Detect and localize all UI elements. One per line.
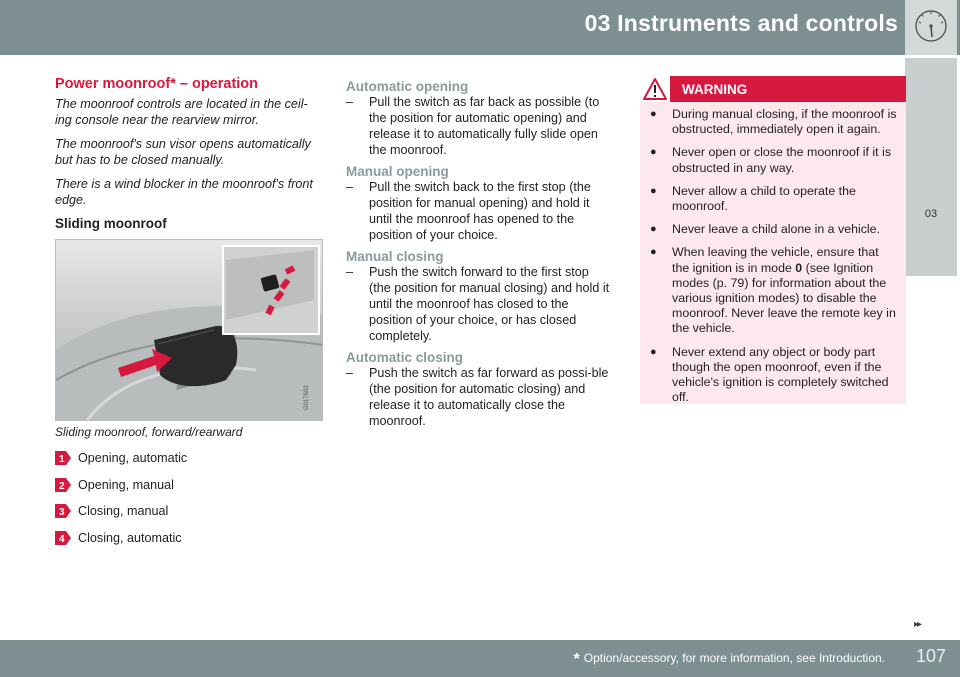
legend-item — [55, 445, 323, 472]
svg-text:2: 2 — [59, 480, 65, 492]
warning-text: Never extend any object or body part though the open moonroof, even if the vehicle's ignition is completely switched off. — [672, 344, 889, 405]
page-number: 107 — [915, 646, 946, 666]
step-item — [346, 179, 611, 243]
legend-label: Closing, manual — [78, 504, 169, 519]
warning-item — [646, 345, 898, 406]
page-footer — [0, 640, 960, 677]
step-text: Push the switch as far forward as possi-ble (the position for automatic closing) and release it to automatically close the moonroof. — [369, 366, 609, 428]
legend-item — [55, 472, 323, 499]
chapter-tab — [905, 58, 957, 276]
warning-text: Never leave a child alone in a vehicle. — [672, 222, 881, 237]
warning-text: When leaving the vehicle, ensure that the ignition is in mode 0 (see Ignition modes (p. 79) for information about the various ignition modes) to disable the moonroof. Never leave the remote key in the vehicle. — [672, 245, 896, 336]
asterisk: * — [573, 651, 580, 668]
step-item — [346, 264, 611, 344]
step-title: Manual opening — [346, 164, 449, 179]
dash-marker: – — [346, 180, 354, 194]
page-header — [0, 0, 960, 55]
dash-marker: – — [346, 366, 354, 380]
warning-item — [646, 245, 898, 336]
legend-label: Opening, manual — [78, 477, 174, 492]
figure-code: G017603 — [304, 385, 310, 410]
svg-text:1: 1 — [59, 454, 65, 466]
callout-number-icon — [55, 531, 71, 545]
middle-column — [346, 76, 611, 435]
warning-item — [646, 184, 898, 214]
callout-number-icon — [55, 478, 71, 492]
step-text: Pull the switch back to the first stop (the position for manual opening) and hold it until the moonroof has opened to the position of your choice. — [369, 180, 591, 242]
section-title: Power moonroof* – operation — [55, 76, 259, 92]
warning-item — [646, 145, 898, 175]
warning-text: Never allow a child to operate the moonroof. — [672, 183, 856, 214]
bullet-icon: ● — [650, 345, 657, 358]
step-title: Automatic opening — [346, 79, 469, 94]
svg-text:4: 4 — [59, 533, 65, 545]
intro-paragraph: The moonroof controls are located in the ceil-ing console near the rearview mirror. — [55, 97, 308, 127]
dash-marker: – — [346, 265, 354, 279]
warning-text: Never open or close the moonroof if it is obstructed in any way. — [672, 145, 892, 175]
bullet-icon: ● — [650, 108, 657, 120]
warning-list — [640, 102, 906, 405]
warning-header — [640, 76, 906, 102]
dash-marker: – — [346, 95, 354, 109]
gauge-icon — [905, 0, 957, 55]
legend-label: Closing, automatic — [78, 530, 182, 545]
legend-label: Opening, automatic — [78, 451, 188, 466]
chapter-tab-number: 03 — [924, 208, 938, 220]
legend-item — [55, 525, 323, 552]
ignition-mode-value: 0 — [795, 260, 803, 275]
subsection-title: Sliding moonroof — [55, 216, 167, 231]
intro-paragraph: There is a wind blocker in the moonroof's front edge. — [55, 177, 313, 207]
moonroof-illustration — [55, 239, 323, 421]
bullet-icon: ● — [650, 184, 657, 197]
step-title: Manual closing — [346, 249, 444, 264]
warning-text: During manual closing, if the moonroof is obstructed, immediately open it again. — [672, 107, 897, 137]
warning-triangle-icon — [640, 76, 670, 102]
footnote — [574, 651, 885, 669]
footnote-text: Option/accessory, for more information, see Introduction. — [583, 651, 885, 665]
step-text: Push the switch forward to the first stop (the position for manual closing) and hold it until the moonroof has closed to the position of your choice, or has closed completely. — [369, 265, 610, 343]
warning-item — [646, 222, 898, 237]
step-title: Automatic closing — [346, 350, 464, 365]
bullet-icon: ● — [650, 146, 657, 159]
warning-title: WARNING — [682, 81, 748, 97]
warning-box — [640, 76, 906, 404]
left-column — [55, 76, 323, 551]
callout-number-icon — [55, 451, 71, 465]
step-item — [346, 94, 611, 158]
next-page-arrows-icon: ▸▸ — [914, 619, 921, 630]
step-text: Pull the switch as far back as possible (to the position for automatic opening) and release it to automatically fully slide open the moonroof. — [369, 95, 600, 157]
step-item — [346, 365, 611, 429]
intro-paragraph: The moonroof's sun visor opens automatically but has to be closed manually. — [55, 137, 311, 167]
chapter-title: 03 Instruments and controls — [584, 10, 898, 36]
bullet-icon: ● — [650, 223, 657, 236]
svg-text:3: 3 — [59, 507, 65, 519]
legend-item — [55, 498, 323, 525]
bullet-icon: ● — [650, 246, 657, 259]
callout-number-icon — [55, 504, 71, 518]
figure-caption: Sliding moonroof, forward/rearward — [55, 425, 243, 439]
warning-item — [646, 107, 898, 137]
